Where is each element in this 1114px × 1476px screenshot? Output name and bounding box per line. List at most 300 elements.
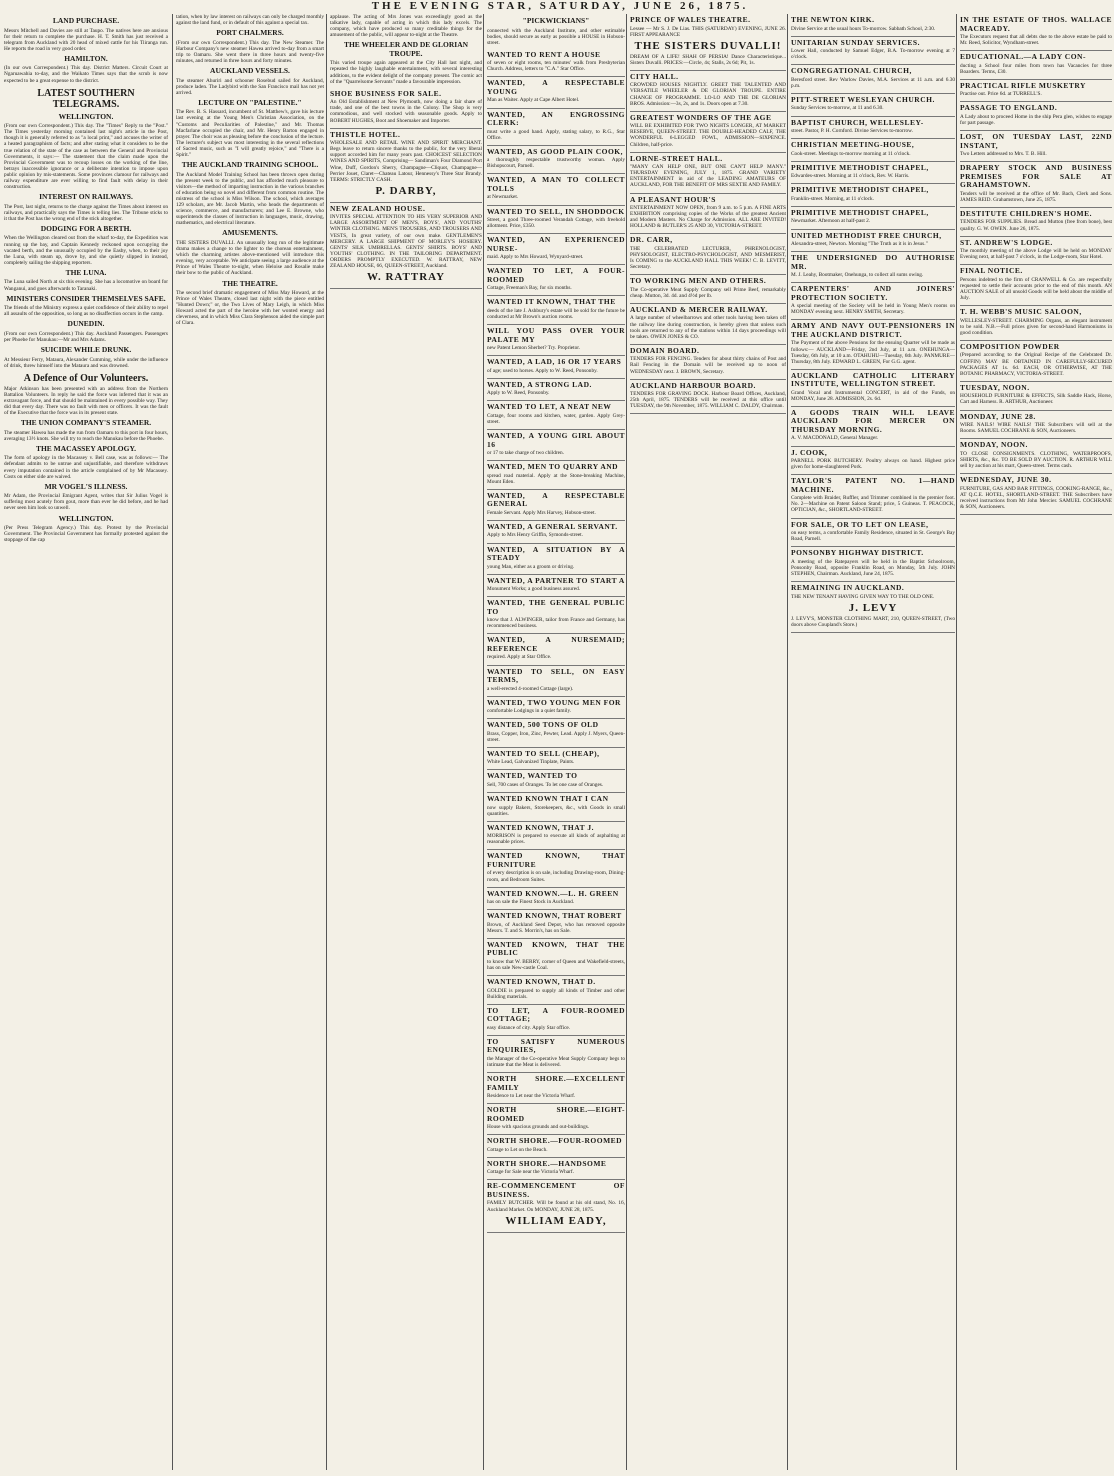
ad-title: UNITARIAN SUNDAY SERVICES.	[791, 37, 920, 47]
ad-body: M. J. Leahy, Bootmaker, Onehunga, to collect all sums owing.	[791, 272, 924, 279]
ad-title: WANTED, AN ENGROSSING CLERK:	[487, 109, 625, 128]
ad-body: Persons indebted to the firm of CRANWELL & Co. are respectfully requested to settle their accounts prior to the end of this month. AN AUCTION SALE of all unsold Goods will be held about the middle of July.	[960, 276, 1112, 302]
ad-body: TO CLOSE CONSIGNMENTS. CLOTHING, WATERPROOFS, SHIRTS, &c., &c. TO BE SOLD BY AUCTION. R. ARTHUR WILL sell by auction at his mart, Queen-street. Terms cash.	[960, 450, 1112, 469]
ad-body: a well-erected 4-roomed Cottage (large).	[487, 685, 574, 692]
advertisement	[791, 230, 955, 253]
article-heading: SUICIDE WHILE DRUNK.	[40, 345, 132, 354]
advertisement	[960, 131, 1112, 162]
advertisement	[791, 475, 955, 518]
ad-body: the Manager of the Co-operative Meat Supply Company begs to intimate that the Meat is delivered.	[487, 1055, 625, 1068]
ad-title: SHOE BUSINESS FOR SALE.	[330, 88, 442, 98]
article	[4, 346, 168, 369]
ad-body: MORRISON is prepared to execute all kinds of asphalting at reasonable prices.	[487, 833, 625, 846]
ad-display-line: P. DARBY,	[375, 184, 437, 197]
article-body: The Auckland Model Training School has been thrown open during the present week to the public, and has afforded much pleasure to visitors—the method of imparting instruction in the various branches of education being so novel and different from common routine. The mistress of the school is Miss Wilson. The school, which averages 129 scholars, are Mr. Jacob Martin, who heads the departments of science, commerce, and manufacturers; and Lee E. Browne, who superintends the classes of instruction in languages, music, drawing, mathematics, and electrical literature.	[176, 171, 324, 227]
ad-title: PRIMITIVE METHODIST CHAPEL,	[791, 185, 929, 195]
ad-body: ducting a School four miles from town has Vacancies for three Boarders. Terms, £30.	[960, 62, 1112, 75]
ad-body: Cottage for Sale near the Victoria Wharf.	[487, 1169, 574, 1176]
ad-body: Female Servant. Apply Mrs Harvey, Hobson-street.	[487, 509, 596, 516]
ad-title: TO SATISFY NUMEROUS ENQUIRIES,	[487, 1036, 625, 1055]
ad-title: IN THE ESTATE OF THOS. WALLACE MACREADY.	[960, 15, 1112, 33]
advertisement	[330, 88, 482, 129]
ad-body: FURNITURE, GAS AND BAR FITTINGS, COOKING-RANGE, &c., AT Q.C.E. HOTEL, SHORTLAND-STREET. THE Subscribers have received instructions from Mr John Mercier. SAMUEL COCHRANE & SON, Auctioneers.	[960, 485, 1112, 510]
advertisement	[791, 407, 955, 447]
ad-title: RE-COMMENCEMENT OF BUSINESS.	[487, 1181, 625, 1199]
ad-title: WANTED, A YOUNG GIRL ABOUT 16	[487, 431, 625, 449]
article-body: The Luna sailed North at six this evening. She has a locomotive on board for Wanganui, and goes afterwards to Taranaki.	[4, 279, 168, 292]
article-body: tation, when by law interest on railways can only be charged monthly against the land fund, or in default of this against a special tax.	[176, 14, 324, 27]
ad-body: CROWDED HOUSES NIGHTLY. GREET THE TALENTED AND VERSATILE WHEELER & DE GLORIAN TROUPE. ENTIRE CHANGE OF PROGRAMME. LO-LO AND THE DE GLORIAN BROS. Admission:—3s, 2s, and 1s. Doors open at 7.30.	[630, 82, 786, 107]
advertisement	[487, 401, 625, 430]
advertisement	[487, 430, 625, 461]
advertisement	[960, 237, 1112, 266]
ad-body: The monthly meeting of the above Lodge will be held on MONDAY Evening next, at half-past 7 o'clock, in the Lodge-room, Star Hotel.	[960, 248, 1112, 261]
ad-title: NORTH SHORE.—EXCELLENT FAMILY	[487, 1074, 625, 1092]
article-body: The second brief dramatic engagement of Miss May Howard, at the Prince of Wales Theatre, closed last night with the piece entitled "Hunted Down;" or, the Two Lives of Mary Leigh, in which Miss Howard acted the part of the heroine with her wonted energy and cleverness, and in which Miss Clara Stephenson aided the simple part of Clara.	[176, 290, 324, 327]
ad-title: ARMY AND NAVY OUT-PENSIONERS IN THE AUCKLAND DISTRICT.	[791, 321, 955, 339]
ad-body: Man as Waiter. Apply at Cape Albert Hotel.	[487, 97, 580, 104]
ad-title: WANTED TO LET, A FOUR-ROOMED	[487, 266, 625, 284]
article-body: connected with the Auckland Institute, and other estimable bodies, should secure as early as possible a HOUSE in Hobson-street.	[487, 27, 625, 46]
article-heading: "PICKWICKIANS"	[522, 16, 590, 25]
ad-body: of age; used to horses. Apply to W. Reed, Ponsonby.	[487, 367, 598, 374]
ad-body: Lower Hall, conducted by Samuel Edger, B.A. To-morrow evening at 7 o'clock.	[791, 48, 955, 61]
ad-title: TAYLOR'S PATENT NO. 1—HAND MACHINE.	[791, 476, 955, 494]
ad-body: The Payment of the above Pensions for the ensuing Quarter will be made as follows:— AUCKLAND—Friday, 2nd July, at 11 a.m. ONEHUNGA—Tuesday, 6th July, at 10 a.m. OTAHUHU—Tuesday, 6th July. PANMURE—Thursday, 8th July. EDWARD L. GREEN, For G.G. agent.	[791, 340, 955, 365]
advertisement	[487, 719, 625, 748]
ad-body: WIRE NAILS! WIRE NAILS! THE Subscribers will sell at the Rooms. SAMUEL COCHRANE & SON, Auctioneers.	[960, 422, 1112, 435]
ad-title: WANTED, A PARTNER TO START A	[487, 575, 625, 585]
ad-body: Tenders will be received at the office of Mr. Bach, Clerk and Sons. JAMES REID. Grahamstown, June 25, 1875.	[960, 190, 1112, 203]
article	[4, 193, 168, 222]
article-heading: HAMILTON.	[64, 53, 108, 63]
article	[330, 14, 482, 38]
ad-title: WANTED, A RESPECTABLE GENERAL	[487, 490, 625, 509]
ad-title: TO WORKING MEN AND OTHERS.	[630, 276, 767, 286]
ad-title: WANTED TO SELL, IN SHODDOCK	[487, 206, 625, 216]
article	[176, 14, 324, 26]
ad-body: Monument Works; a good business assured.	[487, 586, 581, 593]
ad-title: NORTH SHORE.—FOUR-ROOMED	[487, 1136, 623, 1146]
advertisement	[960, 80, 1112, 103]
article	[487, 17, 625, 46]
ad-title: THE UNDERSIGNED DO AUTHORISE MR.	[791, 253, 955, 271]
ad-body: deeds of the late J. Ashbury's estate will be sold for the future be conducted at Mr Brown's auction rooms.	[487, 307, 625, 320]
ad-title: WANTED KNOWN, THAT J.	[487, 822, 594, 832]
ad-title: TUESDAY, NOON.	[960, 382, 1030, 392]
advertisement	[791, 14, 955, 37]
advertisement	[487, 544, 625, 575]
article	[4, 445, 168, 480]
article-body: (Per Press Telegram Agency.) This day. Protest by the Provincial Government. The Provincial Government has formally protested against the stoppage of the cap	[4, 525, 168, 544]
advertisement	[960, 14, 1112, 51]
article	[176, 67, 324, 96]
article-heading: AMUSEMENTS.	[222, 228, 278, 238]
ad-body: spread road material. Apply at the Stone-breaking Machine, Mount Eden.	[487, 472, 625, 485]
ad-title: J. COOK,	[791, 447, 828, 457]
ad-body-continued: DREAM OF A LIFE! SHAH OF PERSIA! Dance Characteristique... Sisters Duvalli. PRICES:—Circle, 4s; Stalls, 2s 6d; Pit, 1s.	[630, 53, 786, 66]
ad-body: or 17 to take charge of two children.	[487, 450, 564, 457]
advertisement	[487, 939, 625, 976]
ad-body: Apply to Mrs Henry Griffin, Symonds-street.	[487, 532, 583, 539]
column-5	[626, 14, 786, 1470]
ad-body: Sunday Services to-morrow, at 11 and 6.30.	[791, 105, 884, 112]
ad-body: WHOLESALE AND RETAIL WINE AND SPIRIT MERCHANT. Begs leave to return sincere thanks to the public, for the very liberal support accorded him for many years past. CHOICEST SELECTION WINES AND SPIRITS, Comprising— Sandiman's Four Diamond Port Wine, Duff, Gordon's Sherry, Champagne—Cliquot, Champagne—Perrier Jouet, Claret—Chateau Latour, Hennessy's Three Star Brandy. TERMS: STRICTLY CASH.	[330, 140, 482, 183]
ad-title: CITY HALL.	[630, 71, 679, 81]
article	[4, 515, 168, 544]
advertisement	[487, 234, 625, 265]
ad-body: know that J. ALWINGER, tailor from France and Germany, has recommenced business.	[487, 617, 625, 630]
ad-body: WILL BE EXHIBITED FOR TWO NIGHTS LONGER, AT MARKET RESERVE, QUEEN-STREET. THE DOUBLE-HEADED CALF, THE WONDERFUL 6-LEGGED FOWL, ADMISSION—SIXPENCE. Children, half-price.	[630, 123, 786, 148]
article	[4, 269, 168, 292]
article-heading: THE UNION COMPANY'S STEAMER.	[20, 418, 152, 428]
ad-title: LORNE-STREET HALL.	[630, 153, 723, 163]
advertisement	[960, 439, 1112, 474]
ad-body: Sell, 700 cases of Oranges. To let one case of Oranges.	[487, 781, 604, 788]
ad-title: WANTED KNOWN THAT I CAN	[487, 794, 609, 804]
advertisement	[330, 129, 482, 203]
article-body: At Messieur Ferry, Mataura, Alexander Cumming, while under the influence of drink, threw himself into the Mataura and was drowned.	[4, 356, 168, 369]
ad-title: WANTED, TWO YOUNG MEN FOR	[487, 697, 621, 707]
ad-title: WANTED KNOWN, THAT ROBERT	[487, 911, 622, 921]
ad-body: GOLDIE is prepared to supply all kinds of Timber and other Building materials.	[487, 987, 625, 1000]
ad-body: maid. Apply to Mrs Howard, Wynyard-street.	[487, 254, 584, 261]
article-heading: A Defence of Our Volunteers.	[23, 372, 149, 384]
ad-title: FINAL NOTICE.	[960, 266, 1023, 276]
ad-body: "MANY CAN HELP ONE, BUT ONE CAN'T HELP MANY." THURSDAY EVENING, JULY 1, 1875. GRAND VARIETY ENTERTAINMENT in aid of the LEADING AMATEURS OF AUCKLAND, FOR THE BENEFIT OF MRS SEXTIE AND FAMILY.	[630, 164, 786, 189]
advertisement	[487, 1135, 625, 1158]
ad-body: TENDERS FOR SUPPLIES. Bread and Mutton (free from bone), best quality. G. W. OWEN. June 26, 1875.	[960, 219, 1112, 232]
ad-body: Franklin-street. Morning, at 11 o'clock.	[791, 195, 874, 202]
ad-body: a thoroughly respectable trustworthy woman. Apply Bishopscourt, Parnell.	[487, 157, 625, 170]
ad-title: WANTED, A STRONG LAD.	[487, 379, 592, 389]
advertisement	[791, 582, 955, 633]
masthead: THE EVENING STAR, SATURDAY, JUNE 26, 1875.	[371, 0, 749, 12]
article-body: applause. The acting of Mrs Jones was exceedingly good as the talkative lady, capable of acting in which this lady excels. The company, which have produced so many creditable things for the amusement of the public, will appear to-night at the Theatre.	[330, 14, 482, 39]
advertisement	[630, 14, 786, 71]
advertisement	[330, 203, 482, 289]
advertisement	[487, 265, 625, 296]
ad-body: Lessee — Mr S. J. De Lias. THIS (SATURDAY) EVENING, JUNE 26. FIRST APPEARANCE	[630, 25, 786, 38]
article	[4, 320, 168, 343]
ad-title: WILL YOU PASS OVER YOUR PALATE MY	[487, 326, 625, 344]
advertisement	[630, 234, 786, 275]
article-body: The steamer Ahuriri and schooner Rosebud sailed for Auckland, produce laden. The Ladybird with the San Francisco mail has not yet arrived.	[176, 77, 324, 96]
advertisement	[487, 174, 625, 205]
ad-display-line: WILLIAM EADY,	[505, 1214, 607, 1227]
article-heading: MINISTERS CONSIDER THEMSELVES SAFE.	[6, 293, 166, 303]
ad-title: DESTITUTE CHILDREN'S HOME.	[960, 208, 1092, 218]
advertisement	[791, 65, 955, 94]
ad-title: PONSONBY HIGHWAY DISTRICT.	[791, 548, 924, 558]
ad-display-line: THE SISTERS DUVALLI!	[634, 39, 782, 52]
ad-title: WANTED, THE GENERAL PUBLIC TO	[487, 598, 625, 616]
advertisement	[791, 162, 955, 185]
ad-body: Two Letters addressed to Mrs. T. B. Hill.	[960, 151, 1047, 158]
advertisement	[630, 275, 786, 304]
ad-title: WANTED TO SELL (CHEAP),	[487, 748, 600, 758]
ad-body: White Lead, Galvanized Tinplate, Paints.	[487, 759, 575, 766]
article-heading: LATEST SOUTHERN TELEGRAMS.	[37, 87, 135, 110]
advertisement	[791, 370, 955, 407]
article	[4, 225, 168, 266]
ad-body: Cottage to Let on the Beach.	[487, 1146, 548, 1153]
ad-title: WANTED, A MAN TO COLLECT TOLLS	[487, 175, 625, 193]
ad-body: A large number of wheelbarrows and other tools having been taken off the railway line during construction, is hereby given that unless such tools are returned to any of the stations within 14 days proceedings will be taken. OWEN JONES & CO.	[630, 315, 786, 340]
article-heading: WELLINGTON.	[58, 513, 114, 523]
ad-body: THE CELEBRATED LECTURER, PHRENOLOGIST, PHYSIOLOGIST, ELECTRO-PSYCHOLOGIST, AND MESMERIST, Is COMING to the AUCKLAND HALL THIS WEEK! C. B. LEVITT, Secretary.	[630, 245, 786, 271]
advertisement	[487, 521, 625, 544]
article-heading: DUNEDIN.	[67, 319, 105, 329]
advertisement	[487, 597, 625, 634]
advertisement	[630, 345, 786, 380]
article-body: (In our own Correspondent.) This day. District Matters. Circuit Court at Ngaruawahia to-day, and the Waikato Times says that the scrub is now expected to be a great expense to the district.	[4, 65, 168, 84]
ad-body: A meeting of the Ratepayers will be held in the Baptist Schoolroom, Ponsonby Road, opposite Franklin Road, on Monday, 5th July. JOHN STEPHEN, Chairman. Auckland, June 24, 1875.	[791, 558, 955, 577]
advertisement	[630, 153, 786, 194]
ad-body: new Patent Lemon Sherbet? Try. Proprietor.	[487, 345, 581, 352]
ad-title: WANTED, AS GOOD PLAIN COOK,	[487, 146, 624, 156]
ad-body: TENDERS FOR GRAVING DOCK. Harbour Board Offices, Auckland, 25th April, 1875. TENDERS will be received at this office until TUESDAY, the 9th November, 1875. WILLIAM C. DALDY, Chairman.	[630, 391, 786, 410]
ad-title: WANTED, A GENERAL SERVANT.	[487, 521, 618, 531]
ad-display-line: W. RATTRAY	[366, 271, 446, 284]
article-heading: THE LUNA.	[65, 267, 107, 277]
ad-body: The Executors request that all debts due to the above estate be paid to Mr. Reed, Solicitor, Wyndham-street.	[960, 34, 1112, 47]
ad-body: Street, a good Three-roomed Verandah Cottage, with freehold allotment. Price, £350.	[487, 217, 625, 230]
ad-title: DR. CARR,	[630, 235, 673, 245]
article	[4, 483, 168, 512]
advertisement	[487, 356, 625, 379]
article-body: (From our own Correspondent.) This day. The New Steamer. The Harbour Company's new steamer Hawea arrived to-day from a smart trip to Oamaru. She went there in three hours and twenty-five minutes, and returned in three hours and forty minutes.	[176, 39, 324, 64]
article	[176, 29, 324, 64]
advertisement	[791, 519, 955, 548]
article	[4, 113, 168, 191]
article-heading: THE THEATRE.	[222, 278, 278, 288]
ad-body: now supply Bakers, Storekeepers, &c., with Goods in small quantities.	[487, 804, 625, 817]
ad-title: A GOODS TRAIN WILL LEAVE AUCKLAND FOR MERCER ON THURSDAY MORNING.	[791, 407, 955, 434]
ad-body: An Old Establishment at New Plymouth, now doing a fair share of trade, and one of the best towns in the Colony. The Shop is very commodious, and well stocked with seasonable goods. Apply to ROBERT HUGHES, Boot and Shoemaker and Importer.	[330, 99, 482, 124]
article-body: THE SISTERS DUVALLI. An unusually long run of the legitimate drama makes a change to the lighter to the chorean entertainment, which the charming artistes above-mentioned will introduce this evening, very acceptable. We anticipate seeing a large audience at the Prince of Wales Theatre to-night, when Heloise and Rosalie make their bow to the public of Auckland.	[176, 239, 324, 277]
advertisement	[487, 748, 625, 771]
ad-body: THE NEW TENANT HAVING GIVEN WAY TO THE OLD ONE.	[791, 593, 935, 600]
advertisement	[960, 474, 1112, 515]
ad-title: WANTED TO SELL, ON EASY TERMS,	[487, 666, 625, 684]
advertisement	[791, 37, 955, 66]
ad-body: must write a good hand. Apply, stating salary, to R.G., Star Office.	[487, 128, 625, 141]
ad-title: WEDNESDAY, JUNE 30.	[960, 475, 1052, 484]
ad-title: AUCKLAND CATHOLIC LITERARY INSTITUTE, WELLINGTON STREET.	[791, 370, 955, 389]
ad-body: comfortable Lodgings in a quiet family.	[487, 708, 572, 715]
ad-title: WANTED, 500 TONS OF OLD	[487, 720, 599, 730]
advertisement	[487, 850, 625, 887]
advertisement	[960, 382, 1112, 411]
column-7	[956, 14, 1112, 1470]
article-heading: LECTURE ON "PALESTINE."	[198, 97, 302, 107]
column-4	[483, 14, 625, 1470]
article-heading: AUCKLAND VESSELS.	[210, 66, 290, 76]
ad-title: PRACTICAL RIFLE MUSKETRY	[960, 80, 1086, 90]
ad-title: BAPTIST CHURCH, WELLESLEY-	[791, 117, 924, 127]
article-body: The Post, last night, returns to the charge against the Times about interest on railways, and practically says the Times is telling lies. The Tribune sticks to it that the Post has the wrong end of the stick altogether.	[4, 203, 168, 222]
ad-body: Cook-street. Meetings to-morrow morning at 11 o'clock.	[791, 150, 911, 157]
ad-title: MONDAY, JUNE 28.	[960, 411, 1036, 421]
advertisement	[630, 194, 786, 235]
ad-body: Residence to Let near the Victoria Wharf.	[487, 1093, 576, 1100]
ad-title: WANTED KNOWN, THAT D.	[487, 977, 596, 987]
ad-body: Cottage, four rooms and kitchen, water, garden. Apply Grey-street.	[487, 412, 625, 425]
article	[176, 99, 324, 158]
ad-body: Alexandra-street, Newton. Morning "The Truth as it is in Jesus."	[791, 241, 928, 248]
article-heading: INTEREST ON RAILWAYS.	[39, 192, 133, 202]
ad-title: WANTED, A SITUATION BY A STEADY	[487, 544, 625, 563]
advertisement	[487, 490, 625, 521]
ad-title: REMAINING IN AUCKLAND.	[791, 583, 905, 592]
ad-title: COMPOSITION POWDER	[960, 341, 1060, 351]
ad-body: The Co-operative Meat Supply Company sell Prime Beef, remarkably cheap. Mutton, 3d. 4d. and 4½d per lb.	[630, 286, 786, 299]
advertisement	[791, 252, 955, 283]
ad-body: TENDERS FOR FENCING. Tenders for about thirty chains of Post and Rail Fencing in the Domain will be received up to noon of WEDNESDAY next. J. BROWN, Secretary.	[630, 356, 786, 375]
article-body: Messrs Mitchell and Davies are still at Taupo. The natives here are anxious for their return to complete the purchase. H. T. Smith has just received a telegram from Auckland with 20 head of mixed cattle for his Tiiranga run. He reports the road in very good order.	[4, 27, 168, 52]
ad-body: Apply to W. Reed, Ponsonby.	[487, 390, 550, 397]
column-2	[172, 14, 324, 1470]
advertisement	[791, 94, 955, 117]
advertisement	[487, 379, 625, 402]
article-heading: THE AUCKLAND TRAINING SCHOOL.	[181, 160, 319, 170]
column-1	[4, 14, 168, 1470]
article-body: The form of apology in the Macassey v. Bell case, was as follows:— The defendant admits to be untrue and unjustifiable, and therefore withdraws every imputation contained in the article complained of by Mr Macassey. Costs on either side are waived.	[4, 455, 168, 480]
advertisement	[960, 208, 1112, 237]
article-heading: THE MACASSEY APOLOGY.	[35, 443, 137, 453]
advertisement	[487, 325, 625, 356]
ad-title: MONDAY, NOON.	[960, 440, 1028, 450]
ad-title: T. H. WEBB'S MUSIC SALOON,	[960, 307, 1082, 317]
article-body: (From our own Correspondent.) This day. Auckland Passengers. Passengers per Phoebe for Manukau:—Mr and Mrs Adams.	[4, 330, 168, 343]
article	[4, 419, 168, 442]
article-body: This varied troupe again appeared at the City Hall last night, and repeated the highly laughable entertainment, with several interesting additions, to the evident delight of the company present. The comic act of the "Quarrelsome Servants" made a favourable impression.	[330, 60, 482, 85]
advertisement	[791, 117, 955, 140]
ad-title: WANTED TO RENT A HOUSE	[487, 49, 601, 59]
advertisement	[487, 697, 625, 720]
ad-body: WELLESLEY-STREET. CHARMING Organs, an elegant instrument to be sold. N.B.—Full prices given for second-hand Harmoniums in good condition.	[960, 317, 1112, 336]
advertisement	[487, 1073, 625, 1104]
ad-body: INVITES SPECIAL ATTENTION TO HIS VERY SUPERIOR AND LARGE ASSORTMENT OF MEN'S, BOYS', AND YOUTHS' WINTER CLOTHING. MEN'S TROUSERS, AND TROUSERS AND VESTS, In great variety, of our own make. GENTLEMEN'S MERCERY. A LARGE SHIPMENT OF MORLEY'S HOSIERY. GENTS' SILK UMBRELLAS. GENTS' SHIRTS. BOYS' AND YOUTHS' CLOTHING. IN THE TAILORING DEPARTMENT. ORDERS PROMPTLY EXECUTED. W. RATTRAY, NEW ZEALAND HOUSE, 66, QUEEN-STREET, Auckland.	[330, 214, 482, 270]
advertisement	[487, 976, 625, 1005]
ad-title: WANTED KNOWN, THAT FURNITURE	[487, 851, 625, 869]
ad-title: FOR SALE, OR TO LET ON LEASE,	[791, 519, 929, 529]
advertisement	[487, 146, 625, 175]
ad-title: GREATEST WONDERS OF THE AGE	[630, 112, 772, 122]
ad-title: PRINCE OF WALES THEATRE.	[630, 15, 751, 24]
article-body: Major Atkinson has been presented with an address from the Northern Battalion Volunteers. In reply he said the force was inferred that it was an extravagant force, and that should be maintained in every possible way. They did that every day. There was no fault with men or officers. It was the fault of the Executive that the force was in its present state.	[4, 385, 168, 417]
ad-body: to know that W. BERRY, corner of Queen and Wakefield-streets, has on sale New-castle Coal.	[487, 958, 625, 971]
advertisement	[487, 910, 625, 939]
article	[330, 41, 482, 84]
ad-body: of every description is on sale, including Drawing-room, Dining-room, and Bedroom Suites.	[487, 870, 625, 883]
advertisement	[960, 341, 1112, 382]
ad-body: Brown, of Auckland Seed Depot, who has removed opposite Messrs. T. and S. Morrin's, has on Sale.	[487, 921, 625, 934]
ad-title: WANTED IT KNOWN, THAT THE	[487, 297, 616, 307]
ad-body: Practise out. Price 6d. at TURRELL'S.	[960, 91, 1042, 98]
ad-title: WANTED, MEN TO QUARRY AND	[487, 462, 619, 472]
advertisement	[791, 547, 955, 582]
ad-title: UNITED METHODIST FREE CHURCH,	[791, 230, 942, 240]
ad-body: A special meeting of the Society will be held in Young Men's rooms on MONDAY evening next. HENRY SMITH, Secretary.	[791, 303, 955, 316]
advertisement	[487, 666, 625, 697]
article	[4, 17, 168, 52]
ad-title: PRIMITIVE METHODIST CHAPEL,	[791, 162, 929, 172]
advertisement	[791, 139, 955, 162]
ad-title: THISTLE HOTEL.	[330, 129, 401, 139]
ad-body: easy distance of city. Apply Star office.	[487, 1024, 571, 1031]
ad-title: WANTED, AN EXPERIENCED NURSE-	[487, 235, 625, 253]
advertisement	[487, 461, 625, 490]
ad-title: PASSAGE TO ENGLAND.	[960, 103, 1058, 113]
advertisement	[487, 888, 625, 911]
advertisement	[487, 296, 625, 325]
ad-title: WANTED KNOWN, THAT THE PUBLIC	[487, 939, 625, 958]
ad-title: NEW ZEALAND HOUSE.	[330, 203, 426, 213]
advertisement	[791, 207, 955, 230]
article-heading: PORT CHALMERS.	[216, 28, 284, 38]
ad-body: Divine Service at the usual hours To-morrow. Sabbath School, 2:30.	[791, 25, 936, 32]
article-body: The steamer Hawea has made the run from Oamaru to this port in four hours, averaging 13½ knots. She will try to reach the Manukau before the Phoebe.	[4, 429, 168, 442]
ad-body: Complete with Braider, Ruffler, and Trimmer combined in the premier foot. No. 2—Machine on Patent Saloon Stand; price, 5 Guineas. T. PEACOCK, OPTICIAN, &c., SHORTLAND-STREET.	[791, 495, 955, 514]
article-body: When the Wellington cleared out from the wharf to-day, the Expedition was running up the bay, and Captain Kennedy reckoned upon occupying the vacated berth, and the unusually occupied by the Easby, when, to their joy the Luna, with steam up, drove by, and she quietly slipped in instead, completely sailing the shipping reporters.	[4, 235, 168, 266]
advertisement	[487, 770, 625, 793]
ad-body: Cottage, Freeman's Bay, for six months.	[487, 285, 572, 292]
ad-display-line: J. LEVY	[848, 601, 898, 614]
ad-body: Newmarket. Afternoon at half-past 2.	[791, 218, 871, 225]
ad-body: ENTERTAINMENT NOW OPEN, from 9 a.m. to 5 p.m. A FINE ARTS EXHIBITION comprising copies of the Works of the greatest Ancient and Modern Masters. No Charge for Admission. ALL ARE INVITED! HOLLAND & BUTLER'S 25 AND 30, VICTORIA-STREET.	[630, 205, 786, 230]
article-body: The Rev. B. S. Hassard, incumbent of St. Matthew's, gave his lecture last evening at the Young Men's Christian Association, on the "Customs and Peculiarities of Palestine," and Mr. Thomas Macfarlane occupied the chair, and Mr. Henry Barton engaged in prayer. The choir was as pleasing before the conclusion of the lecture. The lecturer's subject was most interesting in the several reflections of Sacred music, such as "I will greatly rejoice," and "There is a Spirit."	[176, 109, 324, 158]
column-6	[787, 14, 955, 1470]
ad-title: NORTH SHORE.—EIGHT-ROOMED	[487, 1105, 625, 1123]
article-body: (From our own Correspondent.) This day. The "Times" Reply to the "Post." The Times yesterday morning contained last night's article in the Post, though it is generally referred to as "a local print," and accuses the writer of a heated paragraphism of facts; and after stating what it considers to be the true relation of the state of the case as between the General and Provincial Governments, it says:— The statement that the claim made upon the Provincial Government was to recoup losses on the working of the line, betrays inaccessible ignorance or a deliberate intention to impose upon public opinion by mis-statements. Some provinces clamour for railways and railway expenditure are ever willing to find fault with delay in their construction.	[4, 123, 168, 191]
ad-body: House with spacious grounds and out-buildings.	[487, 1124, 590, 1131]
advertisement	[487, 793, 625, 822]
ad-title: CHRISTIAN MEETING-HOUSE,	[791, 140, 915, 150]
article-heading: THE WHEELER AND DE GLORIAN TROUPE.	[343, 40, 469, 58]
advertisement	[791, 447, 955, 476]
advertisement	[487, 1005, 625, 1036]
advertisement	[630, 112, 786, 153]
ad-body: Grand Vocal and Instrumental CONCERT, in aid of the Funds, on MONDAY, June 28. ADMISSION, 2s. 6d.	[791, 389, 955, 402]
ad-title: A PLEASANT HOUR'S	[630, 194, 716, 204]
ad-body: A. V. MACDONALD, General Manager.	[791, 435, 879, 442]
ad-body: at Newmarket.	[487, 194, 519, 201]
ad-body: HOUSEHOLD FURNITURE & EFFECTS, Silk Saddle Hack, Horse, Cart and Harness. R. ARTHUR, Auctioneer.	[960, 393, 1112, 406]
advertisement	[960, 102, 1112, 131]
advertisement	[487, 822, 625, 851]
advertisement	[630, 71, 786, 112]
advertisement	[487, 634, 625, 665]
ad-title: DRAPERY STOCK AND BUSINESS PREMISES FOR SALE AT GRAHAMSTOWN.	[960, 163, 1112, 190]
article-heading: LAND PURCHASE.	[52, 16, 120, 25]
article	[4, 295, 168, 318]
advertisement	[487, 1104, 625, 1135]
article-heading: WELLINGTON.	[58, 111, 114, 121]
ad-title: WANTED, A LAD, 16 OR 17 YEARS	[487, 357, 622, 367]
advertisement	[630, 380, 786, 415]
article	[176, 280, 324, 327]
ad-body: on easy terms, a comfortable Family Residence, situated in St. George's Bay Road, Parnell.	[791, 530, 955, 543]
ad-title: DOMAIN BOARD.	[630, 345, 700, 355]
ad-title: WANTED KNOWN.—L. H. GREEN	[487, 888, 619, 898]
ad-body: has on sale the Finest Stock in Auckland.	[487, 899, 575, 906]
article-body: Mr Adam, the Provincial Emigrant Agent, writes that Sir Julius Vogel is suffering most acutely from gout, more than ever he did before, and he had never seen him look so unwell.	[4, 493, 168, 512]
advertisement	[487, 49, 625, 78]
advertisement	[487, 1036, 625, 1073]
ad-title: ST. ANDREW'S LODGE.	[960, 237, 1053, 247]
